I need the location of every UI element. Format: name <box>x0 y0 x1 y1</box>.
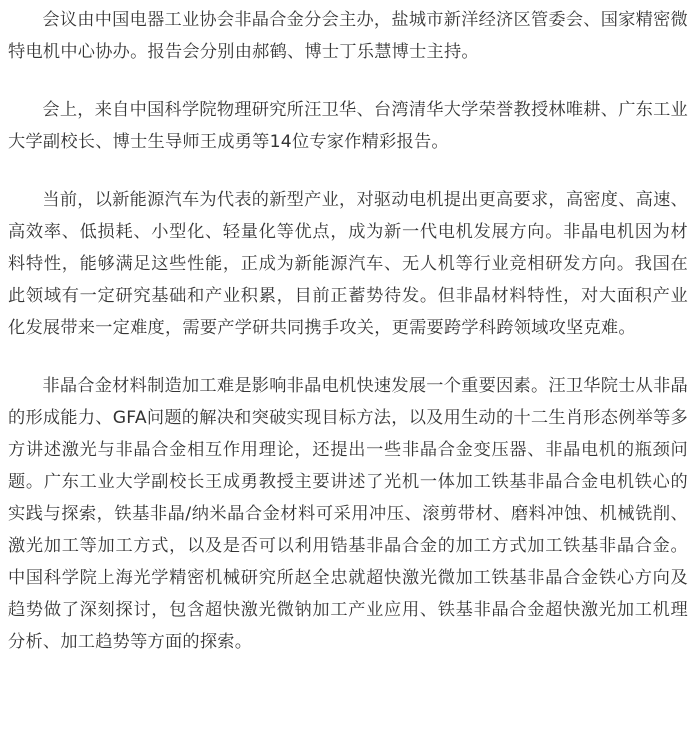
paragraph-speakers: 会上，来自中国科学院物理研究所汪卫华、台湾清华大学荣誉教授林唯耕、广东工业大学副校长、博士生导师王成勇等14位专家作精彩报告。 <box>8 100 688 152</box>
paragraph-organizers: 会议由中国电器工业协会非晶合金分会主办，盐城市新洋经济区管委会、国家精密微特电机中心协办。报告会分别由郝鹤、博士丁乐慧博士主持。 <box>8 10 688 62</box>
paragraph-background: 当前，以新能源汽车为代表的新型产业，对驱动电机提出更高要求，高密度、高速、高效率、低损耗、小型化、轻量化等优点，成为新一代电机发展方向。非晶电机因为材料特性，能够满足这些性能，正成为新能源汽车、无人机等行业竞相研发方向。我国在此领域有一定研究基础和产业积累，目前正蓄势待发。但非晶材料特性，对大面积产业化发展带来一定难度，需要产学研共同携手攻关，更需要跨学科跨领域攻坚克难。 <box>8 190 688 338</box>
paragraph-reports: 非晶合金材料制造加工难是影响非晶电机快速发展一个重要因素。汪卫华院士从非晶的形成能力、GFA问题的解决和突破实现目标方法，以及用生动的十二生肖形态例举等多方讲述激光与非晶合金相互作用理论，还提出一些非晶合金变压器、非晶电机的瓶颈问题。广东工业大学副校长王成勇教授主要讲述了光机一体加工铁基非晶合金电机铁心的实践与探索，铁基非晶/纳米晶合金材料可采用冲压、滚剪带材、磨料冲蚀、机械铣削、激光加工等加工方式，以及是否可以利用锆基非晶合金的加工方式加工铁基非晶合金。中国科学院上海光学精密机械研究所赵全忠就超快激光微加工铁基非晶合金铁心方向及趋势做了深刻探讨，包含超快激光微钠加工产业应用、铁基非晶合金超快激光加工机理分析、加工趋势等方面的探索。 <box>8 376 688 652</box>
